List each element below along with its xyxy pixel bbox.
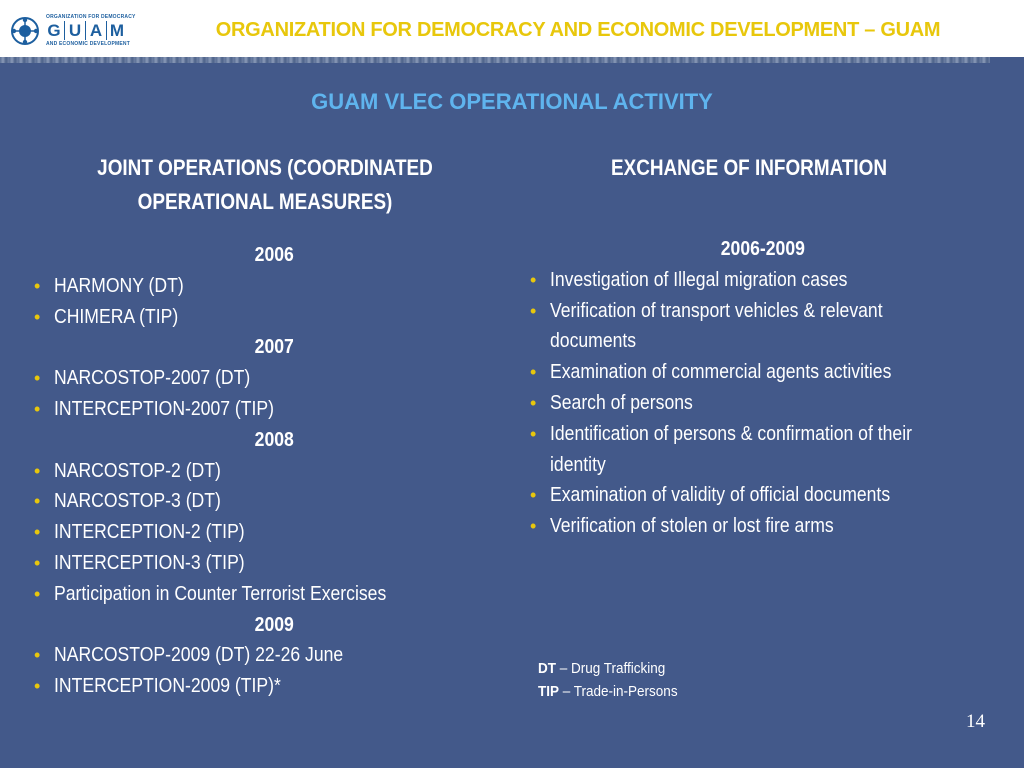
list-item: • Examination of validity of official documents bbox=[528, 480, 998, 511]
list-item: • INTERCEPTION-2009 (TIP)* bbox=[32, 671, 502, 702]
left-heading-line1: JOINT OPERATIONS (COORDINATED bbox=[97, 155, 433, 180]
logo-letter: M bbox=[106, 21, 127, 40]
bullet-icon: • bbox=[34, 275, 41, 296]
bullet-icon: • bbox=[34, 645, 41, 666]
left-column-heading bbox=[46, 151, 485, 219]
slide-heading: GUAM VLEC OPERATIONAL ACTIVITY bbox=[311, 89, 713, 114]
globe-emblem-icon bbox=[10, 16, 40, 46]
list-item: • Verification of stolen or lost fire arms bbox=[528, 511, 998, 542]
bullet-icon: • bbox=[530, 392, 537, 413]
list-item: • HARMONY (DT) bbox=[32, 271, 502, 302]
logo-letter: A bbox=[85, 21, 106, 40]
joint-operations-list bbox=[32, 240, 502, 702]
list-item: • INTERCEPTION-2007 (TIP) bbox=[32, 394, 502, 425]
year-label: 2008 bbox=[254, 428, 295, 451]
bullet-icon: • bbox=[34, 398, 41, 419]
abbreviation-legend bbox=[538, 657, 693, 703]
legend-tip-text: – Trade-in-Persons bbox=[559, 683, 678, 700]
legend-tip-abbr: TIP bbox=[538, 683, 560, 700]
logo-letter: G bbox=[47, 21, 61, 40]
bullet-icon: • bbox=[530, 269, 537, 290]
page-number: 14 bbox=[966, 711, 985, 732]
logo-letters bbox=[44, 21, 127, 40]
bullet-icon: • bbox=[34, 368, 41, 389]
information-exchange-list bbox=[528, 234, 998, 542]
list-item: • Identification of persons & confirmation of their identity bbox=[528, 419, 998, 481]
list-item: • Examination of commercial agents activities bbox=[528, 357, 998, 388]
list-item: • Participation in Counter Terrorist Exercises bbox=[32, 579, 502, 610]
header-divider bbox=[0, 57, 990, 63]
year-label: 2009 bbox=[254, 613, 295, 636]
year-label: 2006 bbox=[254, 244, 295, 266]
legend-dt-abbr: DT bbox=[538, 660, 556, 677]
bullet-icon: • bbox=[34, 552, 41, 573]
list-item: • NARCOSTOP-2009 (DT) 22-26 June bbox=[32, 640, 502, 671]
list-item: • NARCOSTOP-2007 (DT) bbox=[32, 363, 502, 394]
logo-bottom-text: AND ECONOMIC DEVELOPMENT bbox=[46, 41, 130, 47]
list-item: • NARCOSTOP-3 (DT) bbox=[32, 486, 502, 517]
list-item: • Investigation of Illegal migration cases bbox=[528, 265, 998, 296]
list-item: • INTERCEPTION-3 (TIP) bbox=[32, 548, 502, 579]
list-item: • Search of persons bbox=[528, 388, 998, 419]
list-item: • NARCOSTOP-2 (DT) bbox=[32, 456, 502, 487]
bullet-icon: • bbox=[34, 522, 41, 543]
year-label: 2006-2009 bbox=[720, 238, 806, 260]
legend-dt bbox=[538, 657, 665, 680]
bullet-icon: • bbox=[530, 362, 537, 383]
legend-dt-text: – Drug Trafficking bbox=[556, 660, 666, 677]
bullet-icon: • bbox=[34, 491, 41, 512]
bullet-icon: • bbox=[34, 583, 41, 604]
bullet-icon: • bbox=[530, 423, 537, 444]
left-heading-line2: OPERATIONAL MEASURES) bbox=[137, 189, 393, 214]
bullet-icon: • bbox=[34, 676, 41, 697]
bullet-icon: • bbox=[530, 300, 537, 321]
bullet-icon: • bbox=[530, 485, 537, 506]
bullet-icon: • bbox=[34, 460, 41, 481]
right-column-heading: EXCHANGE OF INFORMATION bbox=[610, 155, 888, 180]
legend-tip bbox=[538, 680, 678, 703]
year-label: 2007 bbox=[254, 336, 295, 359]
organization-title: ORGANIZATION FOR DEMOCRACY AND ECONOMIC DEVELOPMENT – GUAM bbox=[215, 19, 941, 41]
list-item: • Verification of transport vehicles & relevant documents bbox=[528, 296, 998, 358]
header-bar bbox=[0, 0, 1024, 57]
list-item: • CHIMERA (TIP) bbox=[32, 302, 502, 333]
bullet-icon: • bbox=[34, 306, 41, 327]
logo-top-text: ORGANIZATION FOR DEMOCRACY bbox=[46, 14, 136, 20]
bullet-icon: • bbox=[530, 516, 537, 537]
guam-logo bbox=[8, 10, 148, 50]
list-item: • INTERCEPTION-2 (TIP) bbox=[32, 517, 502, 548]
logo-letter: U bbox=[64, 21, 85, 40]
